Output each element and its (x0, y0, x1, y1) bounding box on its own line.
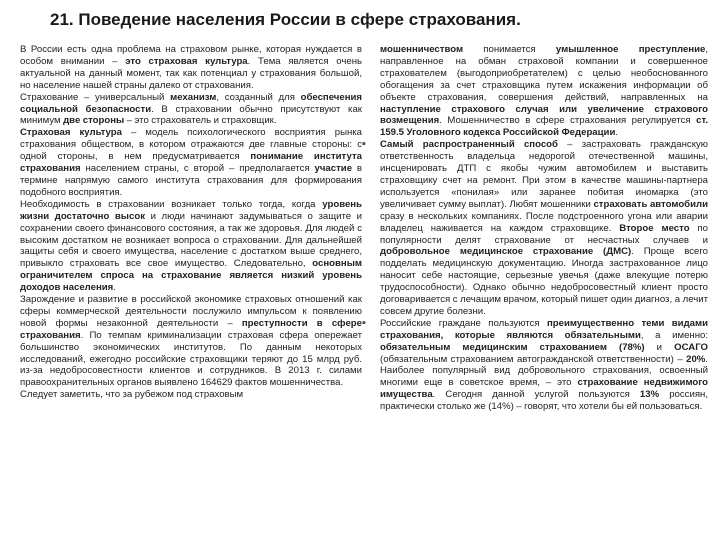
text-bold: уровень жизни достаточно высок (20, 198, 362, 222)
text-bold: наступление страхового случая или увеличение страхового возмещения (380, 103, 708, 127)
text: Зарождение и развитие в российской экономике страховых отношений как сферы коммерческой деятельности послужило импульсом к появлению новой формы незаконной деятельности – (20, 294, 362, 329)
text: . В страховании обычно присутствуют как минимум (20, 103, 362, 127)
text-bold: основным ограничителем спроса на страхование является низкий уровень доходов населения (20, 258, 362, 294)
paragraph-necessity (20, 199, 362, 294)
paragraph-crime (20, 294, 362, 389)
text: . Сегодня данной услугой пользуются (432, 389, 640, 401)
paragraph-insurance-culture (20, 127, 362, 198)
text: . (615, 127, 619, 139)
text: – застраховать гражданскую ответственность владельца недорогой отечественной машины, инсценировать ДТП с якобы чужим автомобилем и выставить страховщику счет на ремонт. При этом в качестве машины-партнера используется «понилая» или заранее побитая иномарка (это увеличивает сумму выплат). Любят мошенники (380, 139, 708, 210)
bullet-icon: ▪ (362, 138, 366, 151)
page-title: 21. Поведение населения России в сфере страхования. (50, 10, 521, 29)
text-bold: 13% (639, 389, 660, 401)
text: . (113, 282, 116, 294)
text-bold: ОСАГО (674, 341, 708, 353)
text: . Тема является очень актуальной на данный момент, так как потенциал у страхования большой, но население нашей страны далеко от страхования. (20, 55, 362, 91)
text: Страхование – универсальный (20, 91, 171, 103)
text: (обязательным страхованием автогражданской ответственности) – (380, 353, 687, 365)
text: . Проще всего подделать медицинскую документацию. Иногда застрахованное лицо наносит себе настоящие, серьезные увечья (даже влекущие потерю трудоспособности). Однако обычно недобросовестный клиент просто договаривается с лечащим врачом, который пишет один диагноз, а лечит совсем другие болезни. (380, 246, 708, 317)
text: россиян, практически столько же (14%) – говорят, что хотели бы ей пользоваться. (380, 389, 709, 413)
paragraph-fraud-definition (380, 44, 708, 139)
text-bold: ст. 159.5 Уголовного кодекса Российской Федерации (380, 115, 708, 139)
text: в термине напрямую самого института страхования для формирования подобного восприятия. (20, 163, 363, 198)
text-bold: мошенничеством (380, 44, 464, 55)
text: . По темпам криминализации страховая сфера опережает большинство экономических институтов. По данным некоторых исследований, ежегодно российские страховщики теряют до 15 млрд руб. из-за недобросовестности клиентов и сотрудников. В 2013 г. силами правоохранительных органов выявлено 164629 фактов мошенничества. (20, 329, 362, 389)
text: , направленное на обман страховой компании и совершенное страхователем (выгодоприобретателем) с целью необоснованного обогащения за счет страховщика путем искажения информации об объекте страхования, совершения действий, направленных на (380, 44, 708, 103)
text: и (644, 341, 675, 353)
text: и люди начинают задумываться о защите и сохранении своего финансового состояния, а так же здоровья. Для людей с высоким достатком не возникает вопроса о страховании. Для дальнейшей защиты себя и своего имущества, население с достатком выше среднего, привыкло страховать все свое имущество. Следовательно, (20, 210, 362, 270)
paragraph-insurance-definition (20, 92, 362, 128)
text-bold: понимание института страхования (20, 151, 362, 175)
text-bold: добровольное медицинское страхование (ДМС) (380, 246, 632, 258)
bullet-item-common-method (362, 138, 709, 318)
left-column (20, 44, 362, 401)
text: сразу в нескольких компаниях. После подстроенного угона или аварии владелец наживается на каждом страховщике. (380, 210, 708, 234)
text-bold: страховать автомобили (593, 198, 709, 210)
text: Российские граждане пользуются (380, 317, 547, 329)
text: населением страны, с второй – предполагается (80, 163, 315, 175)
text: Необходимость в страховании возникает только тогда, когда (20, 198, 323, 210)
text-bold: обязательным медицинским страхованием (78%) (380, 341, 645, 353)
text: Следует заметить, что за рубежом под страховым (20, 389, 244, 401)
text: , а именно: (640, 329, 708, 341)
text-bold: участие (314, 163, 353, 175)
text-bold: две стороны (63, 115, 125, 127)
text-bold: 20% (686, 353, 706, 365)
text: В России есть одна проблема на страховом рынке, которая нуждается в особом внимании – (20, 44, 362, 67)
text-bold: страхование недвижимого имущества (380, 377, 709, 401)
text-bold: механизм (170, 91, 217, 103)
text: . Наиболее популярный вид добровольного страхования, освоенный многими еще в советское время, – это (380, 353, 708, 389)
text: понимается (463, 44, 556, 55)
text: по популярности делят страхование от несчастных случаев и (380, 222, 708, 246)
paragraph-intro (20, 44, 362, 92)
text-bold: это страховая культура (125, 55, 248, 67)
bullet-icon: ▪ (362, 316, 366, 329)
right-column (362, 44, 709, 413)
text-bold: Страховая культура (20, 127, 122, 139)
text-bold: Самый распространенный способ (380, 139, 558, 151)
bullet-item-citizens-usage (362, 316, 709, 413)
text-bold: умышленное преступление (555, 44, 706, 55)
text: – это страхователь и страховщик. (124, 115, 277, 127)
paragraph-abroad (20, 389, 362, 401)
text: , созданный для (216, 91, 301, 103)
text-bold: преступности в сфере страхования (20, 317, 362, 341)
text-bold: преимущественно теми видами страхования, которые являются обязательными (380, 317, 708, 341)
text-bold: Второе место (619, 222, 690, 234)
text: . Мошенничество в сфере страхования регулируется (439, 115, 697, 127)
text: – модель психологического восприятия рынка страхования обществом, в котором отражаются две главные стороны: с одной стороны, в нем предусматривается (20, 127, 363, 163)
text-bold: обеспечения социальной безопасности (20, 91, 362, 115)
